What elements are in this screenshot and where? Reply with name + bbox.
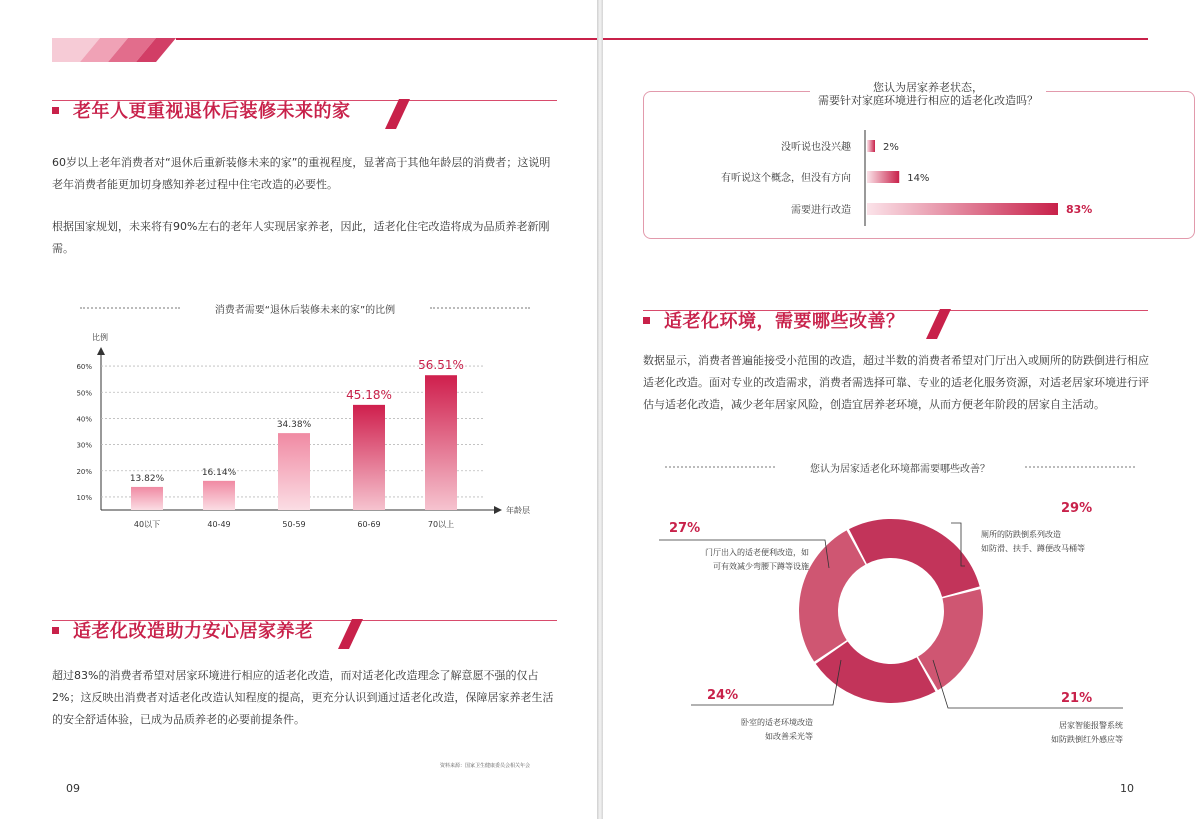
heading-text: 适老化改造助力安心居家养老 bbox=[73, 621, 314, 642]
bar-value-label: 16.14% bbox=[201, 467, 237, 478]
bar-chart-title: 消费者需要“退休后装修未来的家”的比例 bbox=[214, 305, 396, 316]
donut-slice-21% bbox=[918, 589, 983, 690]
slice-label-27: 门厅出入的适老便利改造，如 可有效减少弯腰下蹲等设施 bbox=[705, 548, 809, 571]
slice-label-29: 厕所的防跌倒系列改造 如防滑、扶手、蹲便改马桶等 bbox=[981, 530, 1085, 553]
bar-50-59 bbox=[278, 433, 310, 510]
slice-pct-29: 29% bbox=[1061, 501, 1093, 516]
x-tick-label: 40以下 bbox=[133, 520, 161, 529]
bar-40-49 bbox=[203, 481, 235, 510]
x-tick-label: 70以上 bbox=[427, 520, 455, 529]
x-tick-label: 40-49 bbox=[207, 520, 231, 529]
heading-text: 老年人更重视退休后装修未来的家 bbox=[73, 101, 351, 122]
bar-value-label: 34.38% bbox=[276, 420, 312, 431]
left-page bbox=[0, 0, 597, 819]
footnote: 资料来源：国家卫生健康委员会相关年会 bbox=[440, 763, 531, 769]
x-axis-arrow bbox=[494, 506, 502, 514]
bar-value-label: 13.82% bbox=[129, 473, 165, 484]
slice-pct-24: 24% bbox=[707, 688, 739, 703]
slice-label-21: 居家智能报警系统 如防跌倒红外感应等 bbox=[1051, 721, 1123, 744]
x-axis-title: 年龄层 bbox=[506, 506, 530, 515]
bar-60-69 bbox=[353, 405, 385, 510]
hbar-value-label: 14% bbox=[907, 173, 930, 184]
donut-chart bbox=[603, 0, 1200, 819]
x-tick-label: 60-69 bbox=[357, 520, 381, 529]
right-page bbox=[603, 0, 1200, 819]
y-tick-label: 30% bbox=[76, 441, 92, 450]
slice-label-24: 卧室的适老环境改造 如改善采光等 bbox=[741, 718, 813, 741]
slice-pct-21: 21% bbox=[1061, 691, 1093, 706]
paragraph-2: 根据国家规划，未来将有90%左右的老年人实现居家养老，因此，适老化住宅改造将成为品质养老新刚需。 bbox=[52, 220, 550, 255]
y-tick-label: 60% bbox=[76, 363, 92, 372]
bar-40以下 bbox=[131, 487, 163, 510]
hbar-category-label: 有听说这个概念，但没有方向 bbox=[721, 173, 851, 184]
heading-text: 适老化环境，需要哪些改善？ bbox=[664, 311, 905, 332]
y-axis-arrow bbox=[97, 347, 105, 355]
page-number-right: 10 bbox=[1120, 782, 1134, 795]
donut-slice-29% bbox=[849, 519, 980, 597]
hbar-category-label: 没听说也没兴趣 bbox=[781, 142, 851, 153]
survey-title-line-2: 需要针对家庭环境进行相应的适老化改造吗？ bbox=[818, 94, 1038, 107]
donut-slice-24% bbox=[816, 641, 936, 703]
bar-value-label: 45.18% bbox=[346, 387, 392, 402]
survey-title-line-1: 您认为居家养老状态， bbox=[818, 81, 1038, 94]
page-number-left: 09 bbox=[66, 782, 80, 795]
y-axis-title: 比例 bbox=[92, 333, 108, 342]
paragraph-3: 超过83%的消费者希望对居家环境进行相应的适老化改造，而对适老化改造理念了解意愿不强的仅占2%；这反映出消费者对适老化改造认知程度的提高，更充分认识到通过适老化改造，保障居家养老生活的安全舒适体验，已成为品质养老的必要前提条件。 bbox=[52, 669, 554, 726]
y-tick-label: 50% bbox=[76, 389, 92, 398]
heading-rule bbox=[52, 620, 557, 621]
donut-chart-title: 您认为居家适老化环境都需要哪些改善？ bbox=[810, 464, 990, 475]
hbar-value-label: 2% bbox=[883, 142, 899, 153]
hbar-value-label: 83% bbox=[1066, 203, 1093, 216]
slice-pct-27: 27% bbox=[669, 521, 701, 536]
y-tick-label: 20% bbox=[76, 467, 92, 476]
paragraph-1: 60岁以上老年消费者对“退休后重新装修未来的家”的重视程度，显著高于其他年龄层的消费者；这说明老年消费者能更加切身感知养老过程中住宅改造的必要性。 bbox=[52, 156, 551, 191]
y-tick-label: 10% bbox=[76, 493, 92, 502]
bar-value-label: 56.51% bbox=[418, 358, 464, 373]
y-tick-label: 40% bbox=[76, 415, 92, 424]
x-tick-label: 50-59 bbox=[282, 520, 306, 529]
bar-70以上 bbox=[425, 375, 457, 510]
paragraph-4: 数据显示，消费者普遍能接受小范围的改造，超过半数的消费者希望对门厅出入或厕所的防跌倒进行相应适老化改造。面对专业的改造需求，消费者需选择可靠、专业的适老化服务资源，对适老居家环境进行评估与适老化改造，减少老年居家风险，创造宜居养老环境，从而方便老年阶段的居家自主活动。 bbox=[643, 354, 1149, 411]
heading-bullet bbox=[52, 627, 59, 634]
hbar-category-label: 需要进行改造 bbox=[791, 205, 851, 216]
